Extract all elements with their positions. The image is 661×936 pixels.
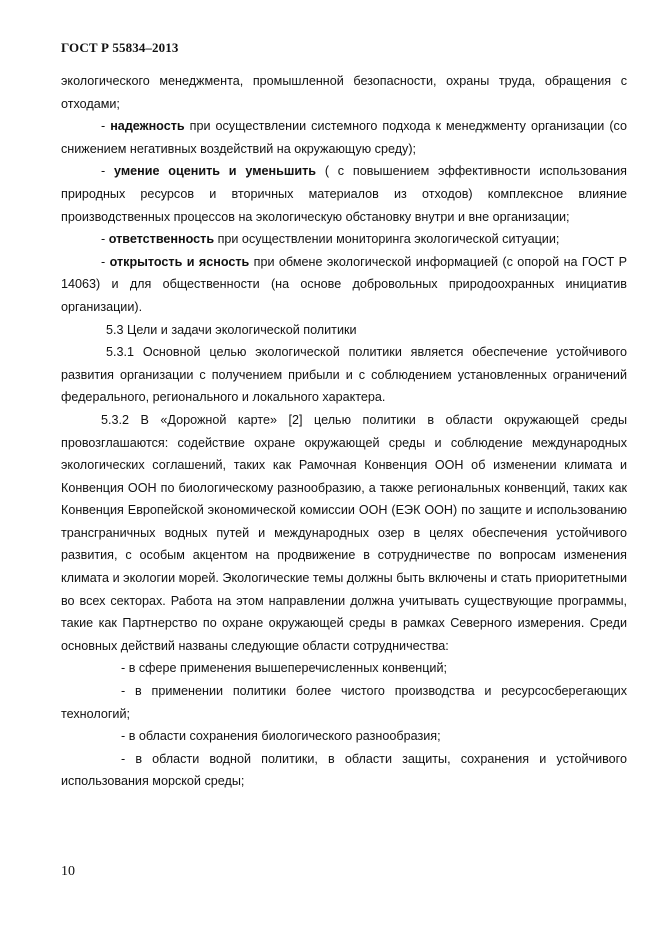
list-item-responsibility [61,228,627,251]
list-item-reliability [61,115,627,160]
list-item: - в сфере применения вышеперечисленных конвенций; [121,661,448,676]
list-item-text: при осуществлении системного подхода к менеджменту организации (со снижением негативных воздействий на окружающую среду); [61,119,627,156]
list-dash: - [101,254,110,269]
text-paragraph: 5.3.1 Основной целью экологической политики является обеспечение устойчивого развития организации с получением прибыли и с соблюдением установленных ограничений федерального, регионального и локального характера. [61,345,627,405]
list-item-text: при обмене экологической информацией (с опорой на ГОСТ Р 14063) и для общественности (на основе добровольных природоохранных инициатив организации). [61,254,627,314]
list-dash: - [101,119,111,134]
bold-term: надежность [110,119,185,134]
page-body [61,70,627,793]
list-dash: - [101,164,114,179]
list-item-text: ( с повышением эффективности использования природных ресурсов и вторичных материалов из отходов) комплексное влияние производственных процессов на экологическую обстановку внутри и вне организации; [61,164,627,224]
list-item: - в области сохранения биологического разнообразия; [121,729,441,744]
bold-term: умение оценить и уменьшить [114,164,317,179]
text-paragraph: 5.3.2 В «Дорожной карте» [2] целью политики в области окружающей среды провозглашаются: содействие охране окружающей среды и соблюдение международных экологических соглашений, таких как Рамочная Конвенция ООН об изменении климата и Конвенция ООН по биологическому разнообразию, а также региональных конвенций, таких как Конвенция Европейской экономической комиссии ООН (ЕЭК ООН) по защите и использованию трансграничных водных путей и международных озер в целях обеспечения устойчивого развития, с особым акцентом на продвижение в сотрудничестве по вопросам изменения климата и экологии морей. Экологические темы должны быть включены и стать приоритетными во всех секторах. Работа на этом направлении должна учитывать существующие программы, такие как Партнерство по охране окружающей среды в рамках Северного измерения. Среди основных действий названы следующие области сотрудничества: [61,412,627,653]
list-item-text: при осуществлении мониторинга экологической ситуации; [214,232,560,247]
page-number: 10 [61,864,75,879]
section-heading: 5.3 Цели и задачи экологической политики [106,322,357,337]
document-header: ГОСТ Р 55834–2013 [61,40,179,55]
list-item-openness [61,251,627,319]
bold-term: ответственность [108,232,215,247]
text-paragraph: экологического менеджмента, промышленной безопасности, охраны труда, обращения с отходами; [61,74,627,111]
list-item: - в применении политики более чистого производства и ресурсосберегающих технологий; [61,684,627,721]
bold-term: открытость и ясность [109,254,250,269]
list-item-assess [61,160,627,228]
list-dash: - [101,232,109,247]
list-item: - в области водной политики, в области защиты, сохранения и устойчивого использования морской среды; [61,751,627,789]
